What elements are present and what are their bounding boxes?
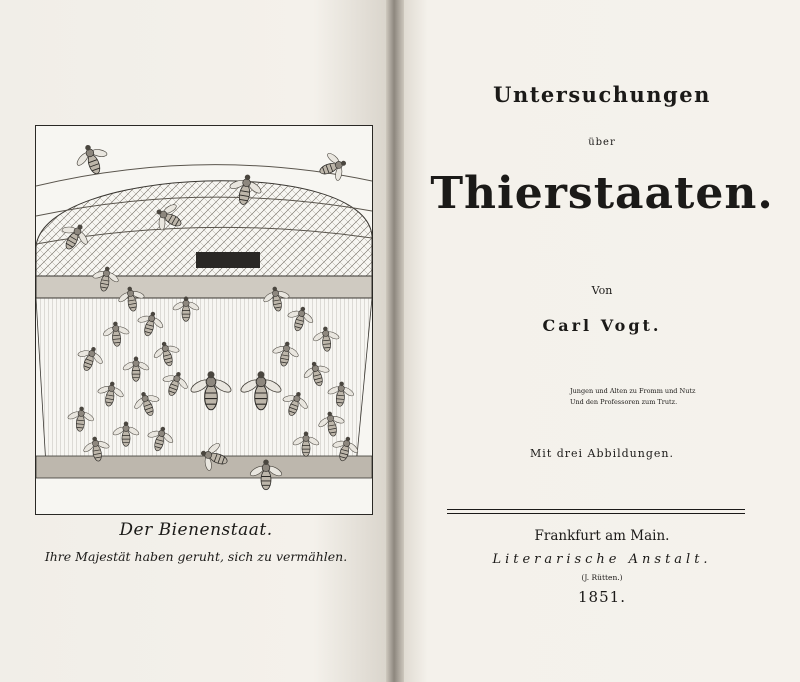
motto [570, 386, 790, 408]
illustrations-note: Mit drei Abbildungen. [530, 447, 674, 460]
imprint-place: Frankfurt am Main. [534, 528, 670, 544]
frontispiece-caption-subtitle: Ihre Majestät haben geruht, sich zu vermählen. [44, 549, 348, 564]
bee-figure [315, 148, 352, 187]
title-line-1: Untersuchungen [493, 82, 711, 107]
motto-line-2: Und den Professoren zum Trutz. [570, 398, 678, 406]
book-gutter [386, 0, 404, 682]
imprint-printer: (J. Rütten.) [581, 573, 623, 582]
imprint-year: 1851. [578, 588, 626, 606]
frontispiece-engraving [35, 125, 373, 515]
title-connector: über [588, 137, 616, 148]
byline-label: Von [591, 284, 613, 297]
title-line-2: Thierstaaten. [430, 168, 774, 219]
motto-line-1: Jungen und Alten zu Fromm und Nutz [570, 387, 696, 395]
title-divider-rule [447, 509, 745, 514]
imprint-publisher: Literarische Anstalt. [492, 552, 712, 567]
bee-figure [71, 139, 114, 179]
author-name: Carl Vogt. [542, 316, 662, 335]
beehive-illustration [36, 126, 372, 514]
frontispiece-caption-title: Der Bienenstaat. [119, 520, 273, 540]
